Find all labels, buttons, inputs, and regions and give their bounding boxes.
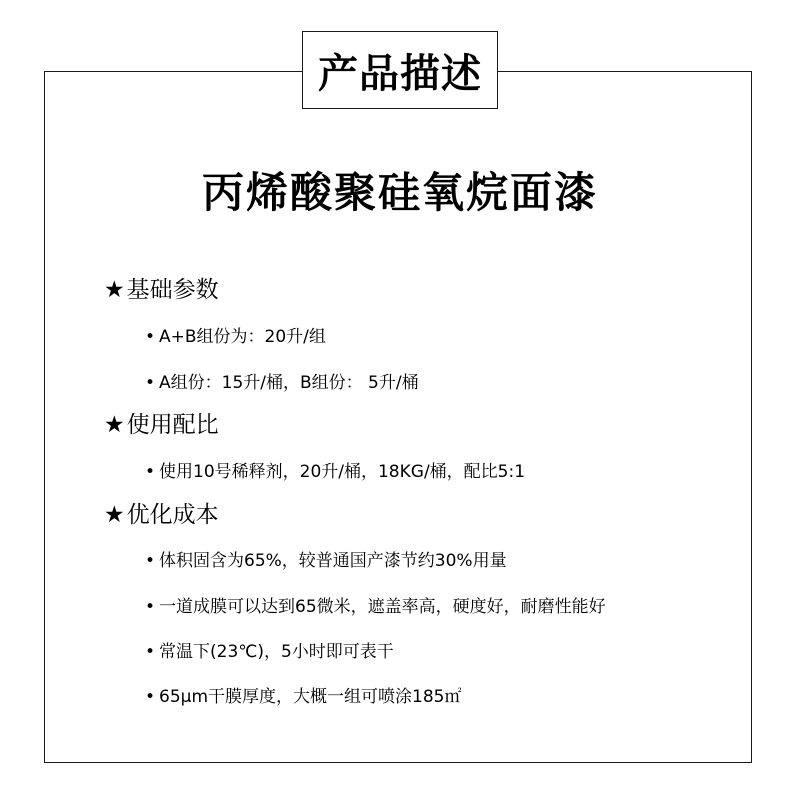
bullet-icon: •	[145, 373, 156, 393]
bullet-icon: •	[145, 597, 156, 617]
list-item	[145, 322, 326, 347]
list-item	[145, 368, 419, 393]
bullet-icon: •	[145, 551, 156, 571]
list-item-text: 使用10号稀释剂，20升/桶，18KG/桶，配比5:1	[159, 462, 526, 482]
list-item-text: 常温下(23℃)，5小时即可表干	[159, 642, 394, 662]
list-item	[145, 592, 606, 617]
bullet-icon: •	[145, 687, 156, 707]
star-icon: ★	[104, 277, 125, 303]
star-icon: ★	[104, 412, 125, 438]
bullet-icon: •	[145, 327, 156, 347]
list-item-text: 体积固含为65%，较普通国产漆节约30%用量	[159, 551, 507, 571]
list-item	[145, 682, 461, 707]
section-heading-label: 使用配比	[126, 412, 219, 438]
list-item	[145, 637, 394, 662]
list-item-text: A组份：15升/桶，B组份： 5升/桶	[159, 373, 419, 393]
header-title: 产品描述	[318, 50, 482, 97]
bullet-icon: •	[145, 462, 156, 482]
header-box	[302, 31, 498, 109]
star-icon: ★	[104, 502, 125, 528]
list-item	[145, 546, 507, 571]
list-item-text: A+B组份为：20升/组	[159, 327, 326, 347]
list-item-text: 65μm干膜厚度，大概一组可喷涂185㎡	[159, 687, 462, 707]
bullet-icon: •	[145, 642, 156, 662]
product-name: 丙烯酸聚硅氧烷面漆	[201, 168, 598, 217]
section-heading-label: 优化成本	[126, 502, 219, 528]
list-item-text: 一道成膜可以达到65微米，遮盖率高，硬度好，耐磨性能好	[159, 597, 606, 617]
section-heading-basic-params	[104, 271, 219, 304]
section-heading-cost-optimization	[104, 496, 219, 529]
section-heading-label: 基础参数	[126, 277, 219, 303]
list-item	[145, 457, 525, 482]
section-heading-mix-ratio	[104, 406, 219, 439]
